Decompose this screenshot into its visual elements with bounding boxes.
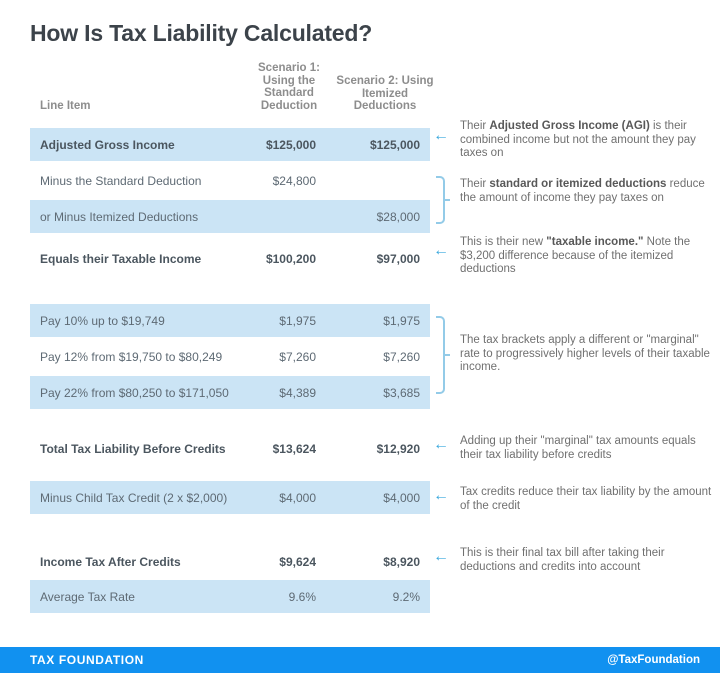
row-value-scenario2: $125,000 xyxy=(369,137,420,152)
annotation-text: reduce the amount of income they pay taxes on xyxy=(460,178,705,204)
annotation-taxable-income xyxy=(460,236,712,277)
annotation-text-bold: standard or itemized deductions xyxy=(489,178,667,190)
table-row-total-tax-liability xyxy=(30,432,430,465)
row-value-scenario2: $3,685 xyxy=(383,385,420,400)
row-label: Adjusted Gross Income xyxy=(40,137,175,152)
bracket-tax-brackets-icon xyxy=(436,316,445,394)
annotation-deductions xyxy=(460,178,712,205)
row-value-scenario2: $7,260 xyxy=(383,349,420,364)
row-label: Average Tax Rate xyxy=(40,589,135,604)
annotation-text: Tax credits reduce their tax liability by the amount of the credit xyxy=(460,486,712,512)
row-value-scenario1: $125,000 xyxy=(265,137,316,152)
row-value-scenario1: $7,260 xyxy=(279,349,316,364)
annotation-liability-before-credits xyxy=(460,435,712,462)
annotation-marginal-rates xyxy=(460,334,712,375)
row-value-scenario2: $8,920 xyxy=(383,554,420,569)
row-label: Equals their Taxable Income xyxy=(40,251,202,266)
row-value-scenario2: 9.2% xyxy=(392,589,420,604)
row-value-scenario1: $100,200 xyxy=(265,251,316,266)
annotation-tax-credits xyxy=(460,486,712,513)
row-label: Pay 22% from $80,250 to $171,050 xyxy=(40,385,229,400)
table-row-bracket-22pct xyxy=(30,376,430,409)
row-label: or Minus Itemized Deductions xyxy=(40,209,199,224)
row-value-scenario1: $13,624 xyxy=(272,441,316,456)
page-title: How Is Tax Liability Calculated? xyxy=(30,20,373,46)
table-row-taxable-income xyxy=(30,242,430,275)
row-value-scenario1: $9,624 xyxy=(279,554,316,569)
row-value-scenario2: $1,975 xyxy=(383,313,420,328)
bracket-deductions-icon xyxy=(436,176,445,224)
row-value-scenario1: $4,000 xyxy=(279,490,316,505)
twitter-handle: @TaxFoundation xyxy=(607,654,700,666)
annotation-text: Their xyxy=(460,178,490,190)
table-row-bracket-12pct xyxy=(30,340,430,373)
left-arrow-icon: ← xyxy=(433,487,449,504)
annotation-text-bold: "taxable income." xyxy=(546,236,644,248)
annotation-text: is their combined income but not the amount they pay taxes on xyxy=(460,120,696,159)
row-value-scenario1: $24,800 xyxy=(272,173,316,188)
row-value-scenario2: $28,000 xyxy=(376,209,420,224)
row-label: Pay 10% up to $19,749 xyxy=(40,313,165,328)
annotation-text: Note the $3,200 difference because of the itemized deductions xyxy=(460,236,691,275)
table-row-itemized-deductions xyxy=(30,200,430,233)
column-header-line-item: Line Item xyxy=(40,100,91,112)
row-label: Total Tax Liability Before Credits xyxy=(40,441,226,456)
row-label: Pay 12% from $19,750 to $80,249 xyxy=(40,349,223,364)
row-value-scenario1: $4,389 xyxy=(279,385,316,400)
row-value-scenario2: $12,920 xyxy=(376,441,420,456)
brand-name: TAX FOUNDATION xyxy=(30,653,144,667)
annotation-text: Their xyxy=(460,120,490,132)
table-row-income-tax-after-credits xyxy=(30,545,430,578)
annotation-text: This is their new xyxy=(460,236,547,248)
annotation-text: Adding up their "marginal" tax amounts equals their tax liability before credits xyxy=(460,435,696,461)
annotation-text-bold: Adjusted Gross Income (AGI) xyxy=(489,120,650,132)
annotation-text: The tax brackets apply a different or "marginal" rate to progressively higher levels of their taxable income. xyxy=(460,334,710,373)
table-row-bracket-10pct xyxy=(30,304,430,337)
left-arrow-icon: ← xyxy=(433,548,449,565)
annotation-agi xyxy=(460,120,712,161)
left-arrow-icon: ← xyxy=(433,436,449,453)
table-row-average-tax-rate xyxy=(30,580,430,613)
table-row-adjusted-gross-income xyxy=(30,128,430,161)
row-value-scenario1: $1,975 xyxy=(279,313,316,328)
row-label: Minus the Standard Deduction xyxy=(40,173,202,188)
left-arrow-icon: ← xyxy=(433,127,449,144)
row-value-scenario1: 9.6% xyxy=(288,589,316,604)
table-row-child-tax-credit xyxy=(30,481,430,514)
row-value-scenario2: $97,000 xyxy=(376,251,420,266)
left-arrow-icon: ← xyxy=(433,242,449,259)
column-header-scenario-2: Scenario 2: Using Itemized Deductions xyxy=(336,75,434,112)
annotation-final-tax-bill xyxy=(460,547,712,574)
row-value-scenario2: $4,000 xyxy=(383,490,420,505)
column-header-scenario-1: Scenario 1: Using the Standard Deduction xyxy=(258,62,320,112)
row-label: Minus Child Tax Credit (2 x $2,000) xyxy=(40,490,228,505)
table-row-standard-deduction xyxy=(30,164,430,197)
annotation-text: This is their final tax bill after taking their deductions and credits into account xyxy=(460,547,665,573)
row-label: Income Tax After Credits xyxy=(40,554,181,569)
footer-bar xyxy=(0,647,720,673)
